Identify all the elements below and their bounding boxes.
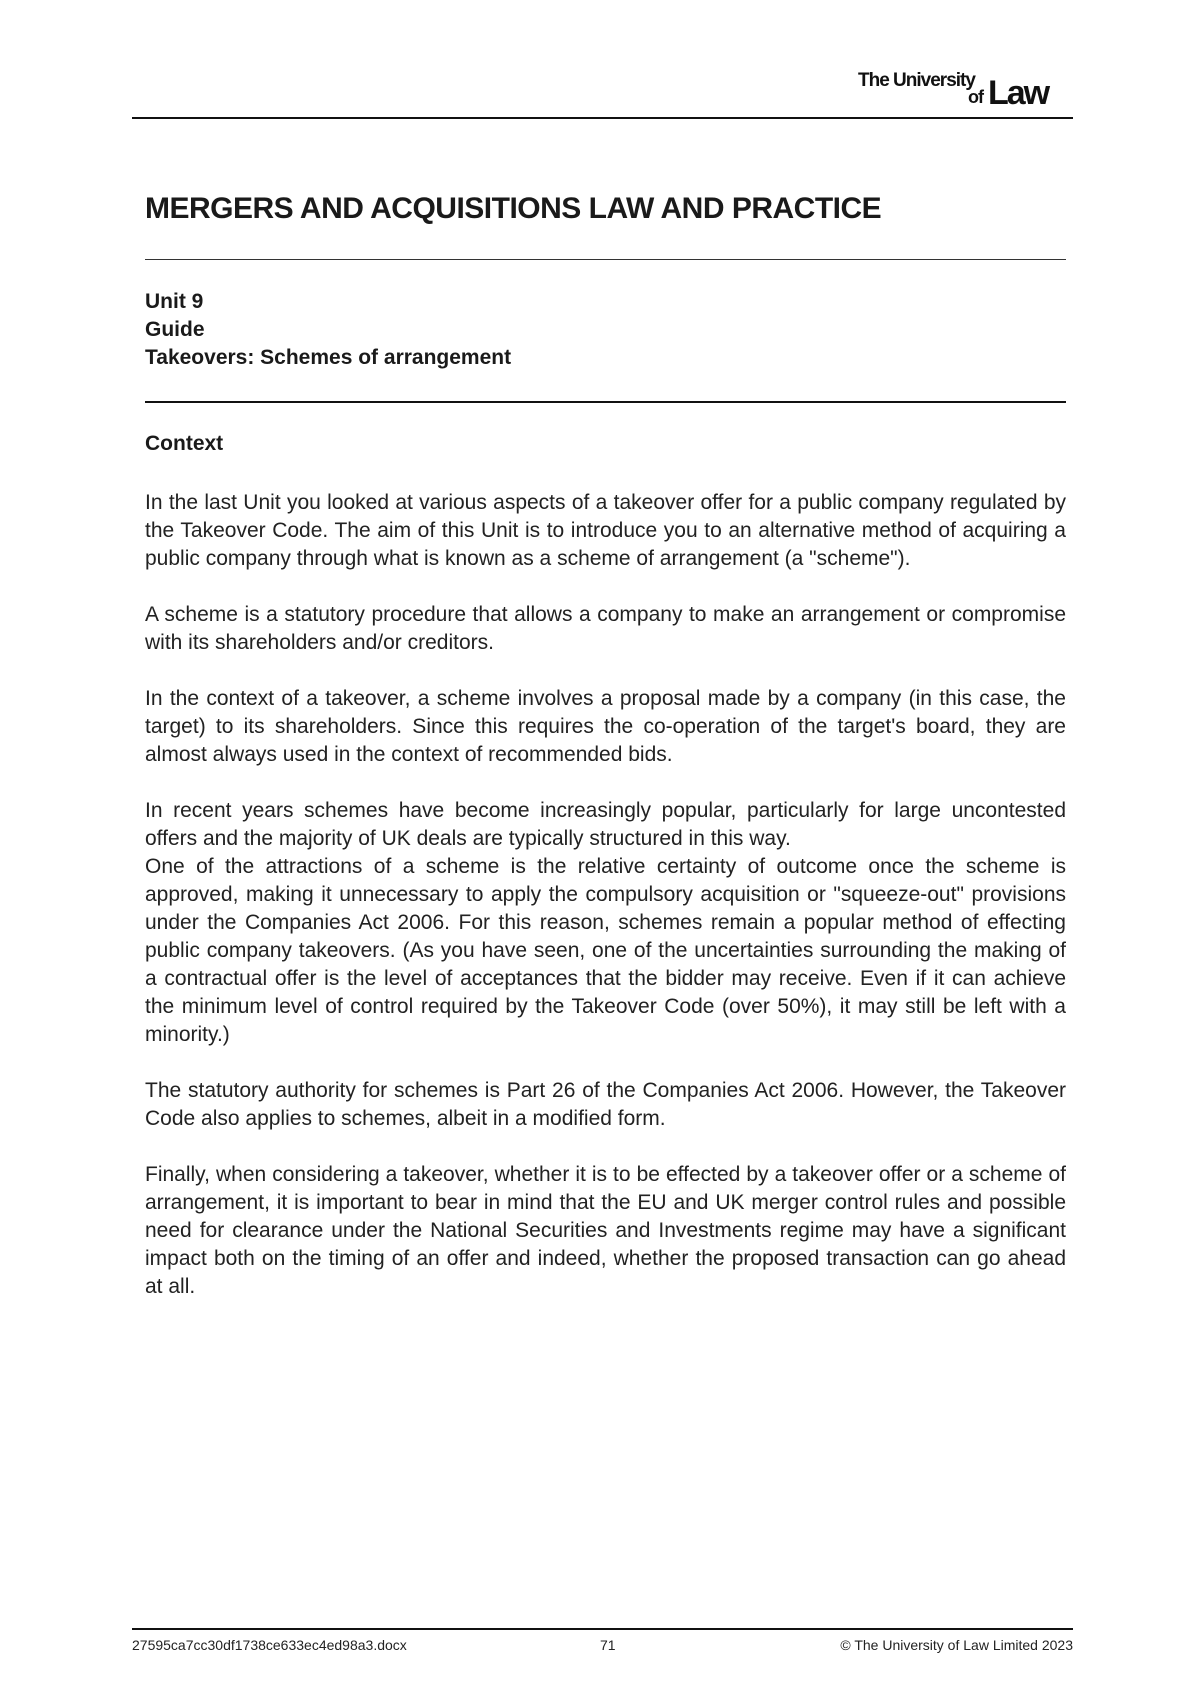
unit-info [145,288,511,372]
page-footer [132,1637,1073,1657]
title-divider [145,259,1066,260]
section-body [145,489,1066,1329]
unit-divider [145,401,1066,403]
paragraph: The statutory authority for schemes is Part 26 of the Companies Act 2006. However, the Takeover Code also applies to schemes, albeit in a modified form. [145,1079,1066,1130]
document-subtitle: Takeovers: Schemes of arrangement [145,346,512,369]
paragraph: A scheme is a statutory procedure that allows a company to make an arrangement or compromise with its shareholders and/or creditors. [145,603,1066,654]
document-title: MERGERS AND ACQUISITIONS LAW AND PRACTICE [145,192,882,225]
footer-filename: 27595ca7cc30df1738ce633ec4ed98a3.docx [132,1637,407,1653]
footer-page-number: 71 [600,1637,616,1653]
logo-of: of [968,87,983,107]
paragraph: One of the attractions of a scheme is the relative certainty of outcome once the scheme is approved, making it unnecessary to apply the compulsory acquisition or "squeeze-out" provisions under the Companies Act 2006. For this reason, schemes remain a popular method of effecting public company takeovers. (As you have seen, one of the uncertainties surrounding the making of a contractual offer is the level of acceptances that the bidder may receive. Even if it can achieve the minimum level of control required by the Takeover Code (over 50%), it may still be left with a minority.) [145,855,1066,1046]
paragraph: Finally, when considering a takeover, whether it is to be effected by a takeover offer or a scheme of arrangement, it is important to bear in mind that the EU and UK merger control rules and possible need for clearance under the National Securities and Investments regime may have a significant impact both on the timing of an offer and indeed, whether the proposed transaction can go ahead at all. [145,1163,1066,1298]
paragraph: In the context of a takeover, a scheme involves a proposal made by a company (in this case, the target) to its shareholders. Since this requires the co-operation of the target's board, they are almost always used in the context of recommended bids. [145,687,1066,766]
header-rule [132,117,1073,119]
logo-line1: The University [858,70,975,91]
footer-copyright: © The University of Law Limited 2023 [840,1637,1073,1653]
unit-number: Unit 9 [145,290,204,313]
university-of-law-logo [858,70,1063,110]
paragraph: In recent years schemes have become increasingly popular, particularly for large uncontested offers and the majority of UK deals are typically structured in this way. [145,799,1066,850]
section-heading: Context [145,432,224,455]
paragraph: In the last Unit you looked at various aspects of a takeover offer for a public company regulated by the Takeover Code. The aim of this Unit is to introduce you to an alternative method of acquiring a public company through what is known as a scheme of arrangement (a "scheme"). [145,491,1066,570]
logo-law: Law [988,74,1049,112]
document-type: Guide [145,318,205,341]
footer-rule [132,1628,1073,1630]
